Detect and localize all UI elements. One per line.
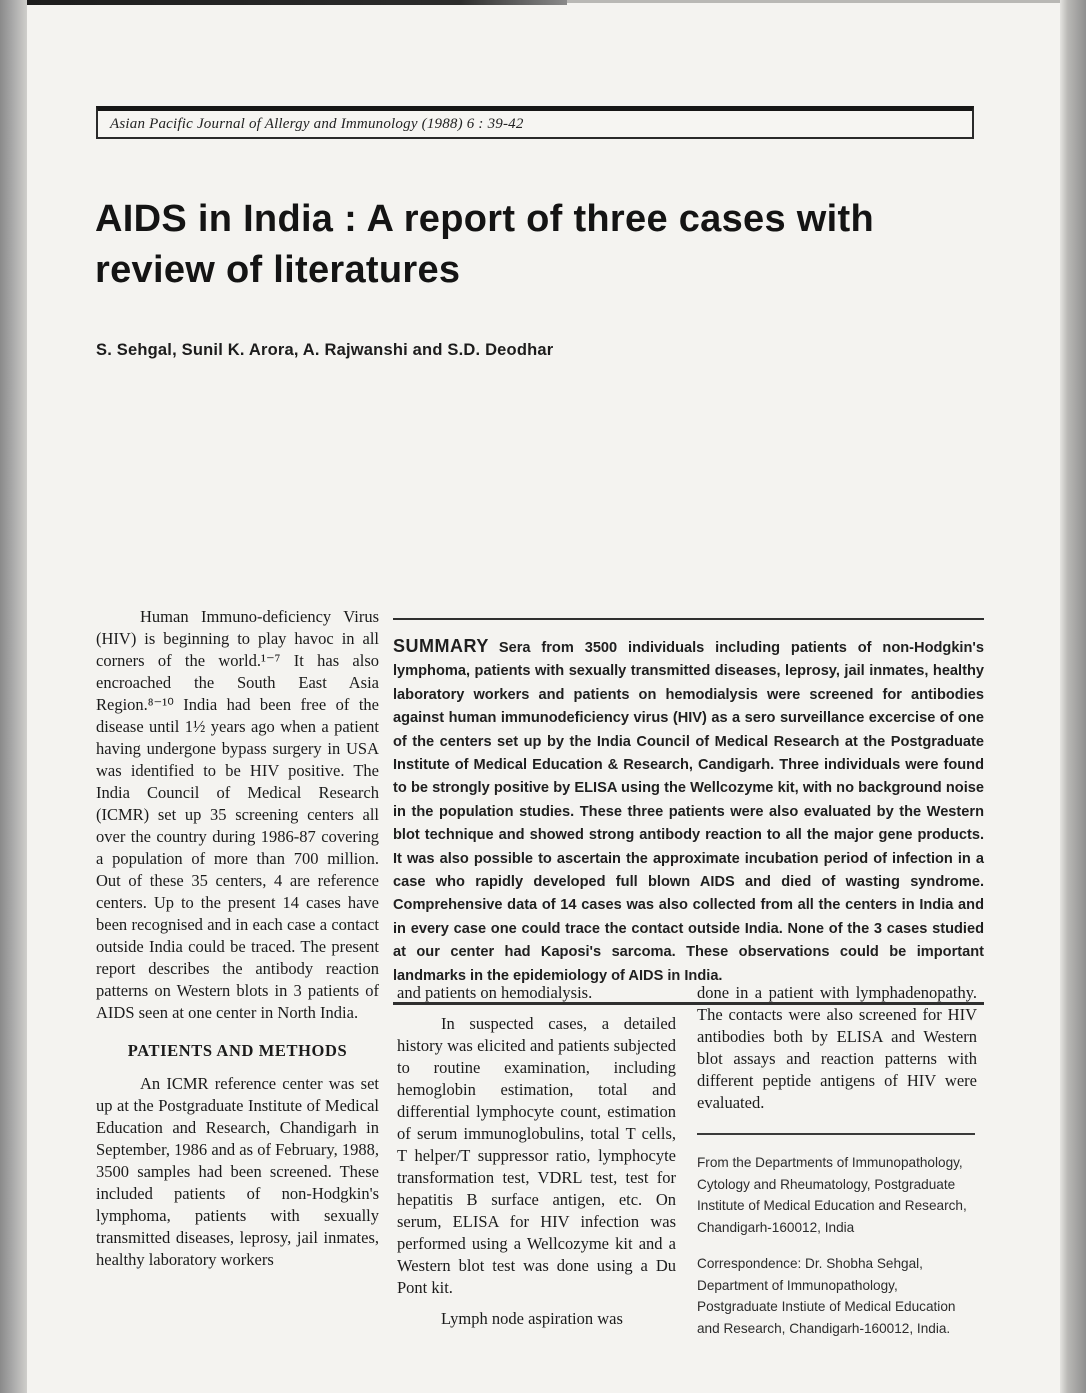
right-column [697, 982, 977, 1339]
paper-authors: S. Sehgal, Sunil K. Arora, A. Rajwanshi and S.D. Deodhar [96, 341, 554, 359]
scan-edge-right [1060, 0, 1086, 1393]
journal-citation: Asian Pacific Journal of Allergy and Immunology (1988) 6 : 39-42 [110, 115, 524, 132]
methods-paragraph: An ICMR reference center was set up at the Postgraduate Institute of Medical Education and Research, Chandigarh in September, 1986 and as of February, 1988, 3500 samples had been screened. These included patients of non-Hodgkin's lymphoma, patients with sexually transmitted diseases, leprosy, jail inmates, healthy laboratory workers [96, 1074, 379, 1269]
affiliation-note: From the Departments of Immunopathology, Cytology and Rheumatology, Postgraduate Institute of Medical Education and Research, Chandigarh-160012, India [697, 1155, 967, 1235]
summary-label: SUMMARY [393, 636, 489, 656]
middle-paragraph-suspected-cases: In suspected cases, a detailed history was elicited and patients subjected to routine examination, including hemoglobin estimation, total and differential lymphocyte count, estimation of serum immunoglobulins, total T cells, T helper/T suppressor ratio, lymphocyte transformation test, VDRL test, test for hepatitis B surface antigen, etc. On serum, ELISA for HIV infection was performed using a Wellcozyme kit and a Western blot test was done using a Du Pont kit. [397, 1014, 676, 1297]
footnote-divider [697, 1133, 975, 1135]
intro-paragraph: Human Immuno-deficiency Virus (HIV) is beginning to play havoc in all corners of the world.¹⁻⁷ It has also encroached the South East Asia Region.⁸⁻¹⁰ India had been free of the disease until 1½ years ago when a patient having undergone bypass surgery in USA was identified to be HIV positive. The India Council of Medical Research (ICMR) set up 35 screening centers all over the country during 1986-87 covering a population of more than 700 million. Out of these 35 centers, 4 are reference centers. Up to the present 14 cases have been recognised and in each case a contact outside India could be traced. The present report describes the antibody reaction patterns on Western blots in 3 patients of AIDS seen at one center in North India. [96, 607, 379, 1022]
journal-citation-box [96, 106, 974, 139]
scan-edge-left [0, 0, 27, 1393]
middle-paragraph-continuation: and patients on hemodialysis. [397, 983, 593, 1002]
middle-paragraph-lymph-node: Lymph node aspiration was [441, 1309, 623, 1328]
summary-block [393, 618, 984, 1005]
right-paragraph-continuation: done in a patient with lymphadenopathy. The contacts were also screened for HIV antibodies both by ELISA and Western blot assays and reaction patterns with different peptide antigens of HIV were evaluated. [697, 983, 977, 1112]
left-column [96, 606, 379, 1271]
paper-title: AIDS in India : A report of three cases with review of literatures [95, 198, 874, 291]
correspondence-note: Correspondence: Dr. Shobha Sehgal, Department of Immunopathology, Postgraduate Instiute of Medical Education and Research, Chandigarh-160012, India. [697, 1256, 956, 1336]
patients-and-methods-heading: PATIENTS AND METHODS [127, 1041, 348, 1060]
scan-edge-top-right [567, 0, 1060, 3]
scan-edge-top [27, 0, 567, 5]
middle-column [397, 982, 676, 1330]
summary-text: Sera from 3500 individuals including patients of non-Hodgkin's lymphoma, patients with sexually transmitted diseases, leprosy, jail inmates, healthy laboratory workers and patients on hemodialysis were screened for antibodies against human immunodeficiency virus (HIV) as a sero surveillance excercise of one of the centers set up by the India Council of Medical Research at the Postgraduate Institute of Medical Education & Research, Candigarh. Three individuals were found to be strongly positive by ELISA using the Wellcozyme kit, with no background noise in the population studies. These three patients were also evaluated by the Western blot technique and showed strong antibody reaction to all the major gene products. It was also possible to ascertain the approximate incubation period of infection in a case who rapidly developed full blown AIDS and died of wasting syndrome. Comprehensive data of 14 cases was also collected from all the centers in India and in every case one could trace the contact outside India. None of the 3 cases studied at our center had Kaposi's sarcoma. These observations could be important landmarks in the epidemiology of AIDS in India. [393, 640, 984, 984]
